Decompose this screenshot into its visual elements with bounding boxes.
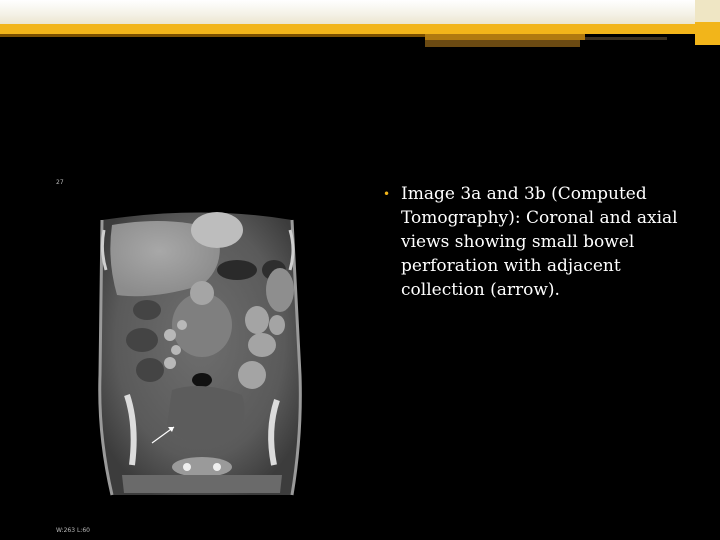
- ct-label-top: 27: [56, 179, 64, 186]
- slide-right-edge-top: [695, 0, 720, 22]
- slide-accent-bar-thin: [585, 37, 667, 40]
- bullet-item: [383, 182, 683, 302]
- slide-top-strip: [0, 0, 720, 24]
- slide-accent-bar-dark: [425, 40, 580, 47]
- ct-image: [52, 175, 352, 540]
- bullet-list: [383, 182, 683, 302]
- bullet-text: Image 3a and 3b (Computed Tomography): Coronal and axial views showing small bowel perforation with adjacent collection (arrow).: [401, 184, 678, 300]
- slide-accent-line: [0, 34, 425, 37]
- ct-scan-graphic: [52, 175, 352, 540]
- bullet-dot-icon: •: [383, 187, 391, 201]
- ct-label-bottom: W:263 L:60: [56, 527, 90, 534]
- slide-gold-band: [0, 24, 720, 34]
